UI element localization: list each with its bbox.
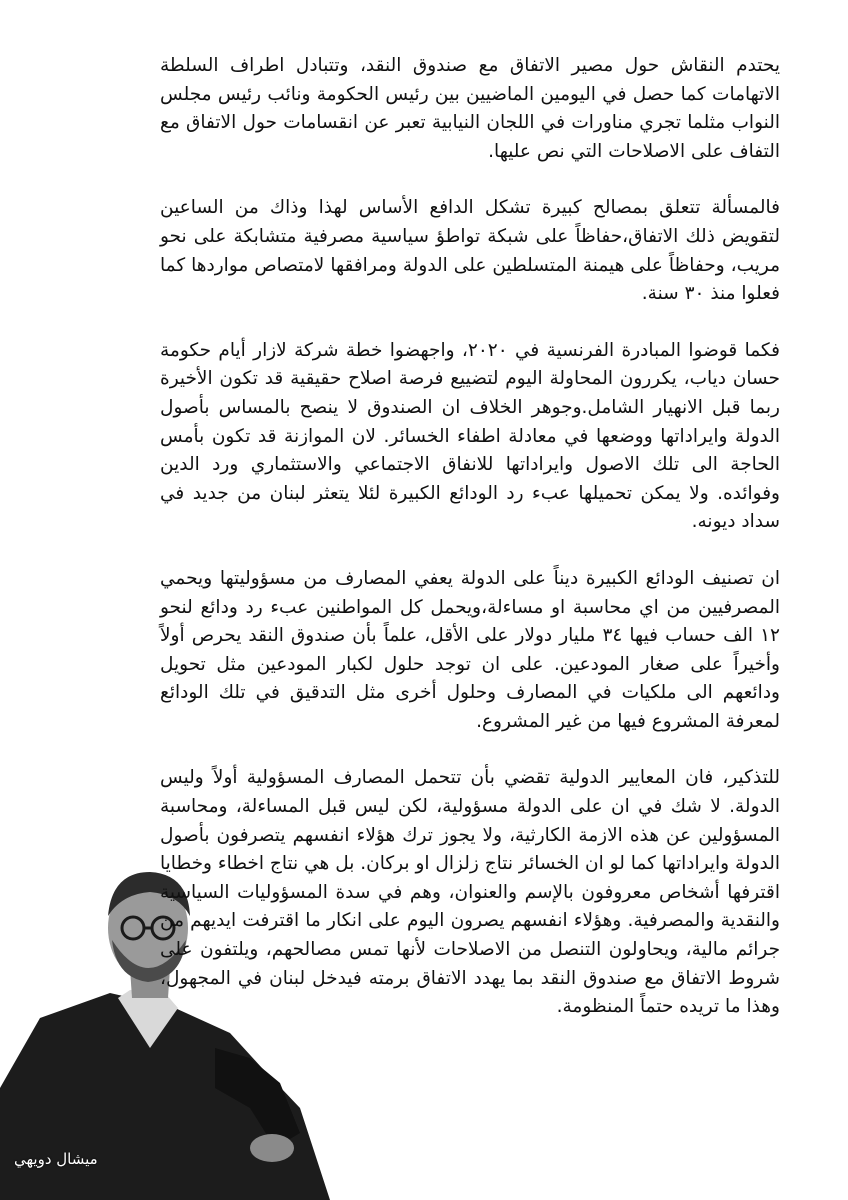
- paragraph-5: للتذكير، فان المعايير الدولية تقضي بأن تتحمل المصارف المسؤولية أولاً وليس الدولة. لا شك في ان على الدولة مسؤولية، لكن ليس قبل المساءلة، ومحاسبة المسؤولين عن هذه الازمة الكارثية، ولا يجوز ترك هؤلاء انفسهم يتصرفون بأصول الدولة وايراداتها كما لو ان الخسائر نتاج زلزال او بركان. بل هي نتاج اخطاء وخطايا اقترفها أشخاص معروفون بالإسم والعنوان، وهم في سدة المسؤوليات السياسية والنقدية والمصرفية. وهؤلاء انفسهم يصرون اليوم على انكار ما اقترفت ايديهم من جرائم مالية، ويحاولون التنصل من الاصلاحات لأنها تمس مصالحهم، ويلتفون على شروط الاتفاق مع صندوق النقد بما يهدد الاتفاق برمته فيدخل لبنان في المجهول، وهذا ما تريده حتماً المنظومة.: [160, 767, 780, 1018]
- paragraph-2: فالمسألة تتعلق بمصالح كبيرة تشكل الدافع الأساس لهذا وذاك من الساعين لتقويض ذلك الاتفاق،حفاظاً على شبكة تواطؤ سياسية مصرفية متشابكة على نحو مريب، وحفاظاً على هيمنة المتسلطين على الدولة ومرافقها لامتصاص مواردها كما فعلوا منذ ٣٠ سنة.: [160, 197, 780, 305]
- paragraph-1: يحتدم النقاش حول مصير الاتفاق مع صندوق النقد، وتتبادل اطراف السلطة الاتهامات كما حصل في اليومين الماضيين بين رئيس الحكومة ونائب رئيس مجلس النواب مثلما تجري مناورات في اللجان النيابية تعبر عن انقسامات حول الاتفاق مع التفاف على الاصلاحات التي نص عليها.: [160, 55, 780, 162]
- photo-caption: ميشال دويهي: [14, 1150, 98, 1168]
- paragraph-3: فكما قوضوا المبادرة الفرنسية في ٢٠٢٠، واجهضوا خطة شركة لازار أيام حكومة حسان دياب، يكررون المحاولة اليوم لتضييع فرصة اصلاح حقيقية قد تكون الأخيرة ربما قبل الانهيار الشامل.وجوهر الخلاف ان الصندوق لا ينصح بالمساس بأصول الدولة وايراداتها ووضعها في معادلة اطفاء الخسائر. لان الموازنة قد تكون بأمس الحاجة الى تلك الاصول وايراداتها للانفاق الاجتماعي والاستثماري ورد الدين وفوائده. ولا يمكن تحميلها عبء رد الودائع الكبيرة لئلا يتعثر لبنان من جديد في سداد ديونه.: [160, 339, 780, 533]
- paragraph-4: ان تصنيف الودائع الكبيرة ديناً على الدولة يعفي المصارف من مسؤوليتها ويحمي المصرفيين من اي محاسبة او مساءلة،ويحمل كل المواطنين عبء رد ودائع لنحو ١٢ الف حساب فيها ٣٤ مليار دولار على الأقل، علماً بأن صندوق النقد يحرص أولاً وأخيراً على صغار المودعين. على ان توجد حلول لكبار المودعين مثل تحويل ودائعهم الى ملكيات في المصارف وحلول أخرى مثل التدقيق في تلك الودائع لمعرفة المشروع فيها من غير المشروع.: [160, 567, 780, 732]
- article-body: [160, 52, 780, 1050]
